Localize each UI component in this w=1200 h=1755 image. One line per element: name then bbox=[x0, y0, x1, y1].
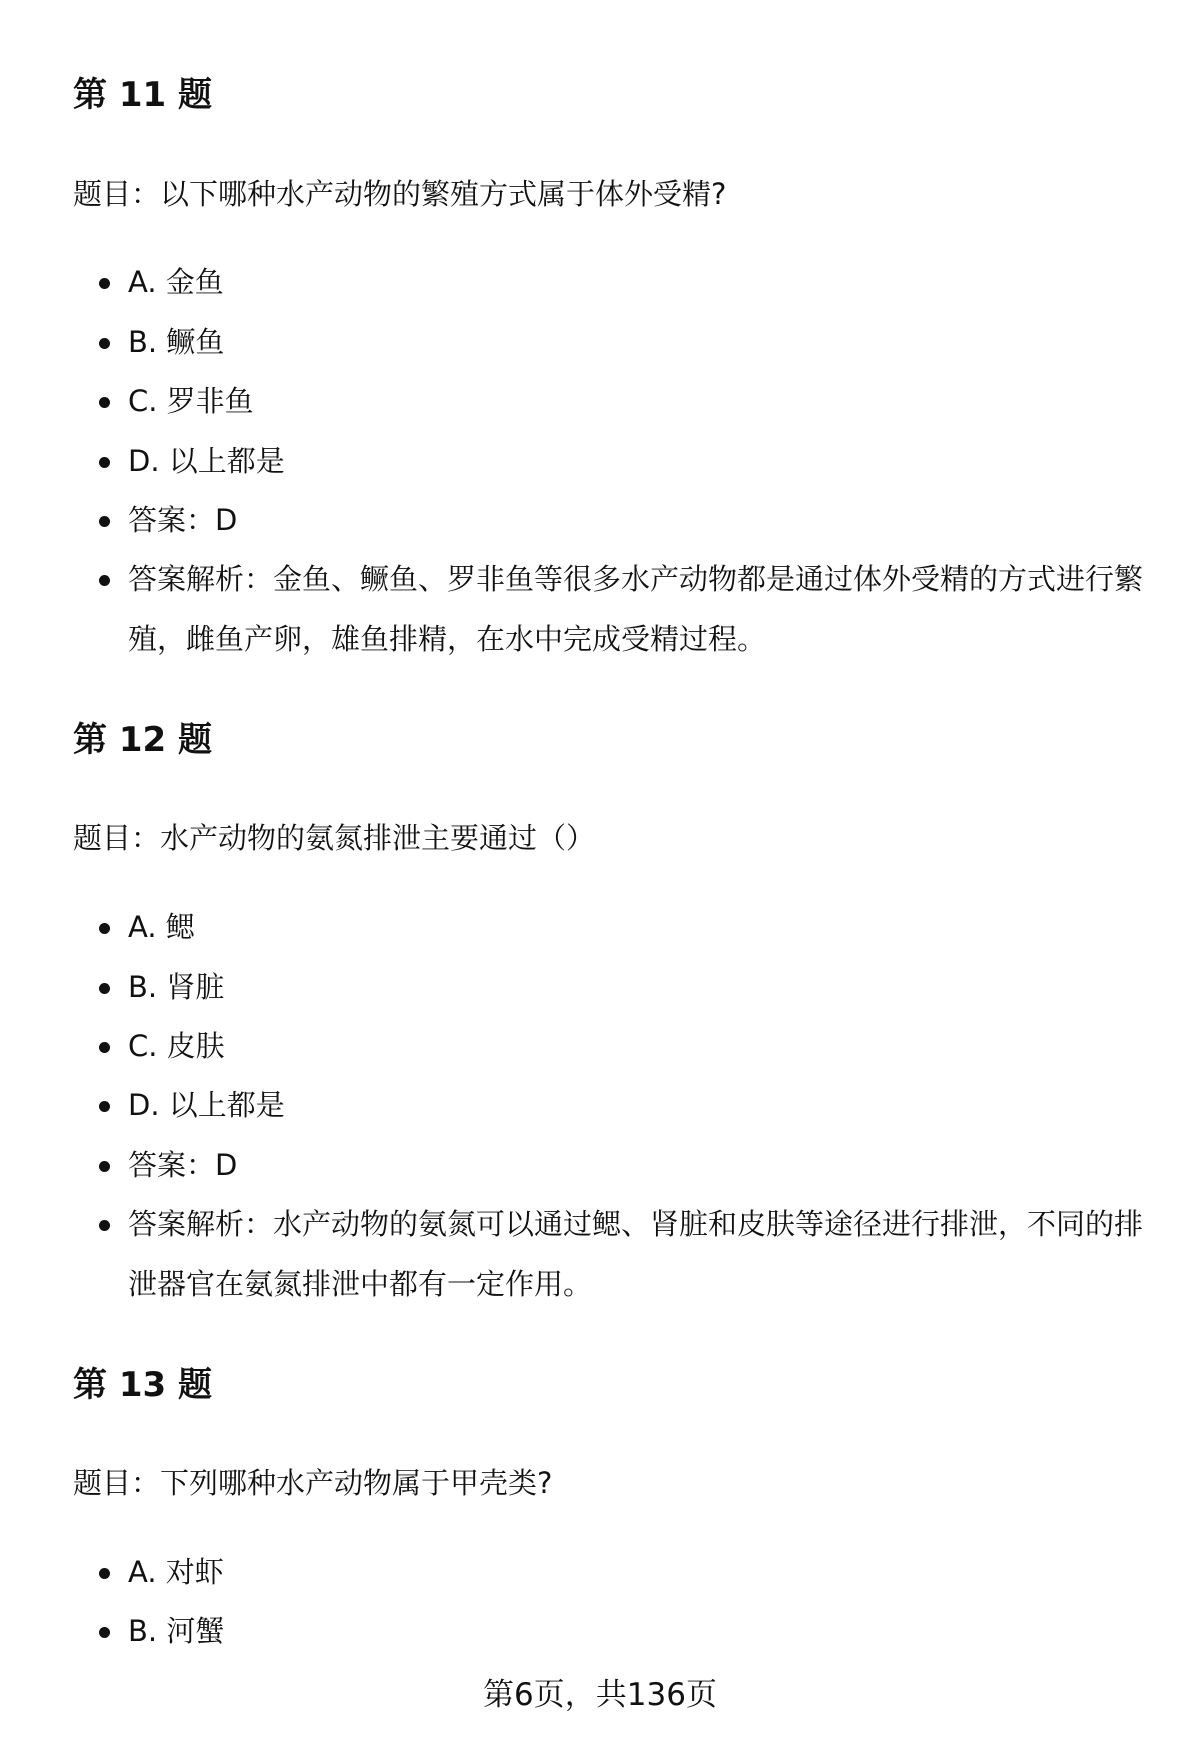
option-item: B. 肾脏 bbox=[128, 967, 224, 1007]
option-item: B. 河蟹 bbox=[128, 1611, 224, 1651]
question-text: 题目：以下哪种水产动物的繁殖方式属于体外受精? bbox=[73, 177, 727, 211]
option-item: A. 金鱼 bbox=[128, 262, 224, 302]
answer-item: 答案：D bbox=[128, 1145, 237, 1185]
option-item: B. 鳜鱼 bbox=[128, 322, 224, 362]
answer-item: 答案：D bbox=[128, 500, 237, 540]
page-number: 第6页，共136页 bbox=[483, 1677, 717, 1713]
option-item: A. 鳃 bbox=[128, 907, 195, 947]
question-text: 题目：下列哪种水产动物属于甲壳类? bbox=[73, 1466, 553, 1500]
question-heading: 第 13 题 bbox=[73, 1365, 212, 1405]
explanation-item: 答案解析：金鱼、鳜鱼、罗非鱼等很多水产动物都是通过体外受精的方式进行繁殖，雌鱼产卵，雄鱼排精，在水中完成受精过程。 bbox=[128, 549, 1148, 669]
question-heading: 第 12 题 bbox=[73, 720, 212, 760]
question-text: 题目：水产动物的氨氮排泄主要通过（） bbox=[73, 821, 596, 855]
question-heading: 第 11 题 bbox=[73, 75, 212, 115]
option-item: C. 皮肤 bbox=[128, 1026, 225, 1066]
option-item: C. 罗非鱼 bbox=[128, 381, 254, 421]
option-item: A. 对虾 bbox=[128, 1552, 224, 1592]
option-item: D. 以上都是 bbox=[128, 441, 285, 481]
option-item: D. 以上都是 bbox=[128, 1085, 285, 1125]
explanation-item: 答案解析：水产动物的氨氮可以通过鳃、肾脏和皮肤等途径进行排泄，不同的排泄器官在氨氮排泄中都有一定作用。 bbox=[128, 1194, 1148, 1314]
